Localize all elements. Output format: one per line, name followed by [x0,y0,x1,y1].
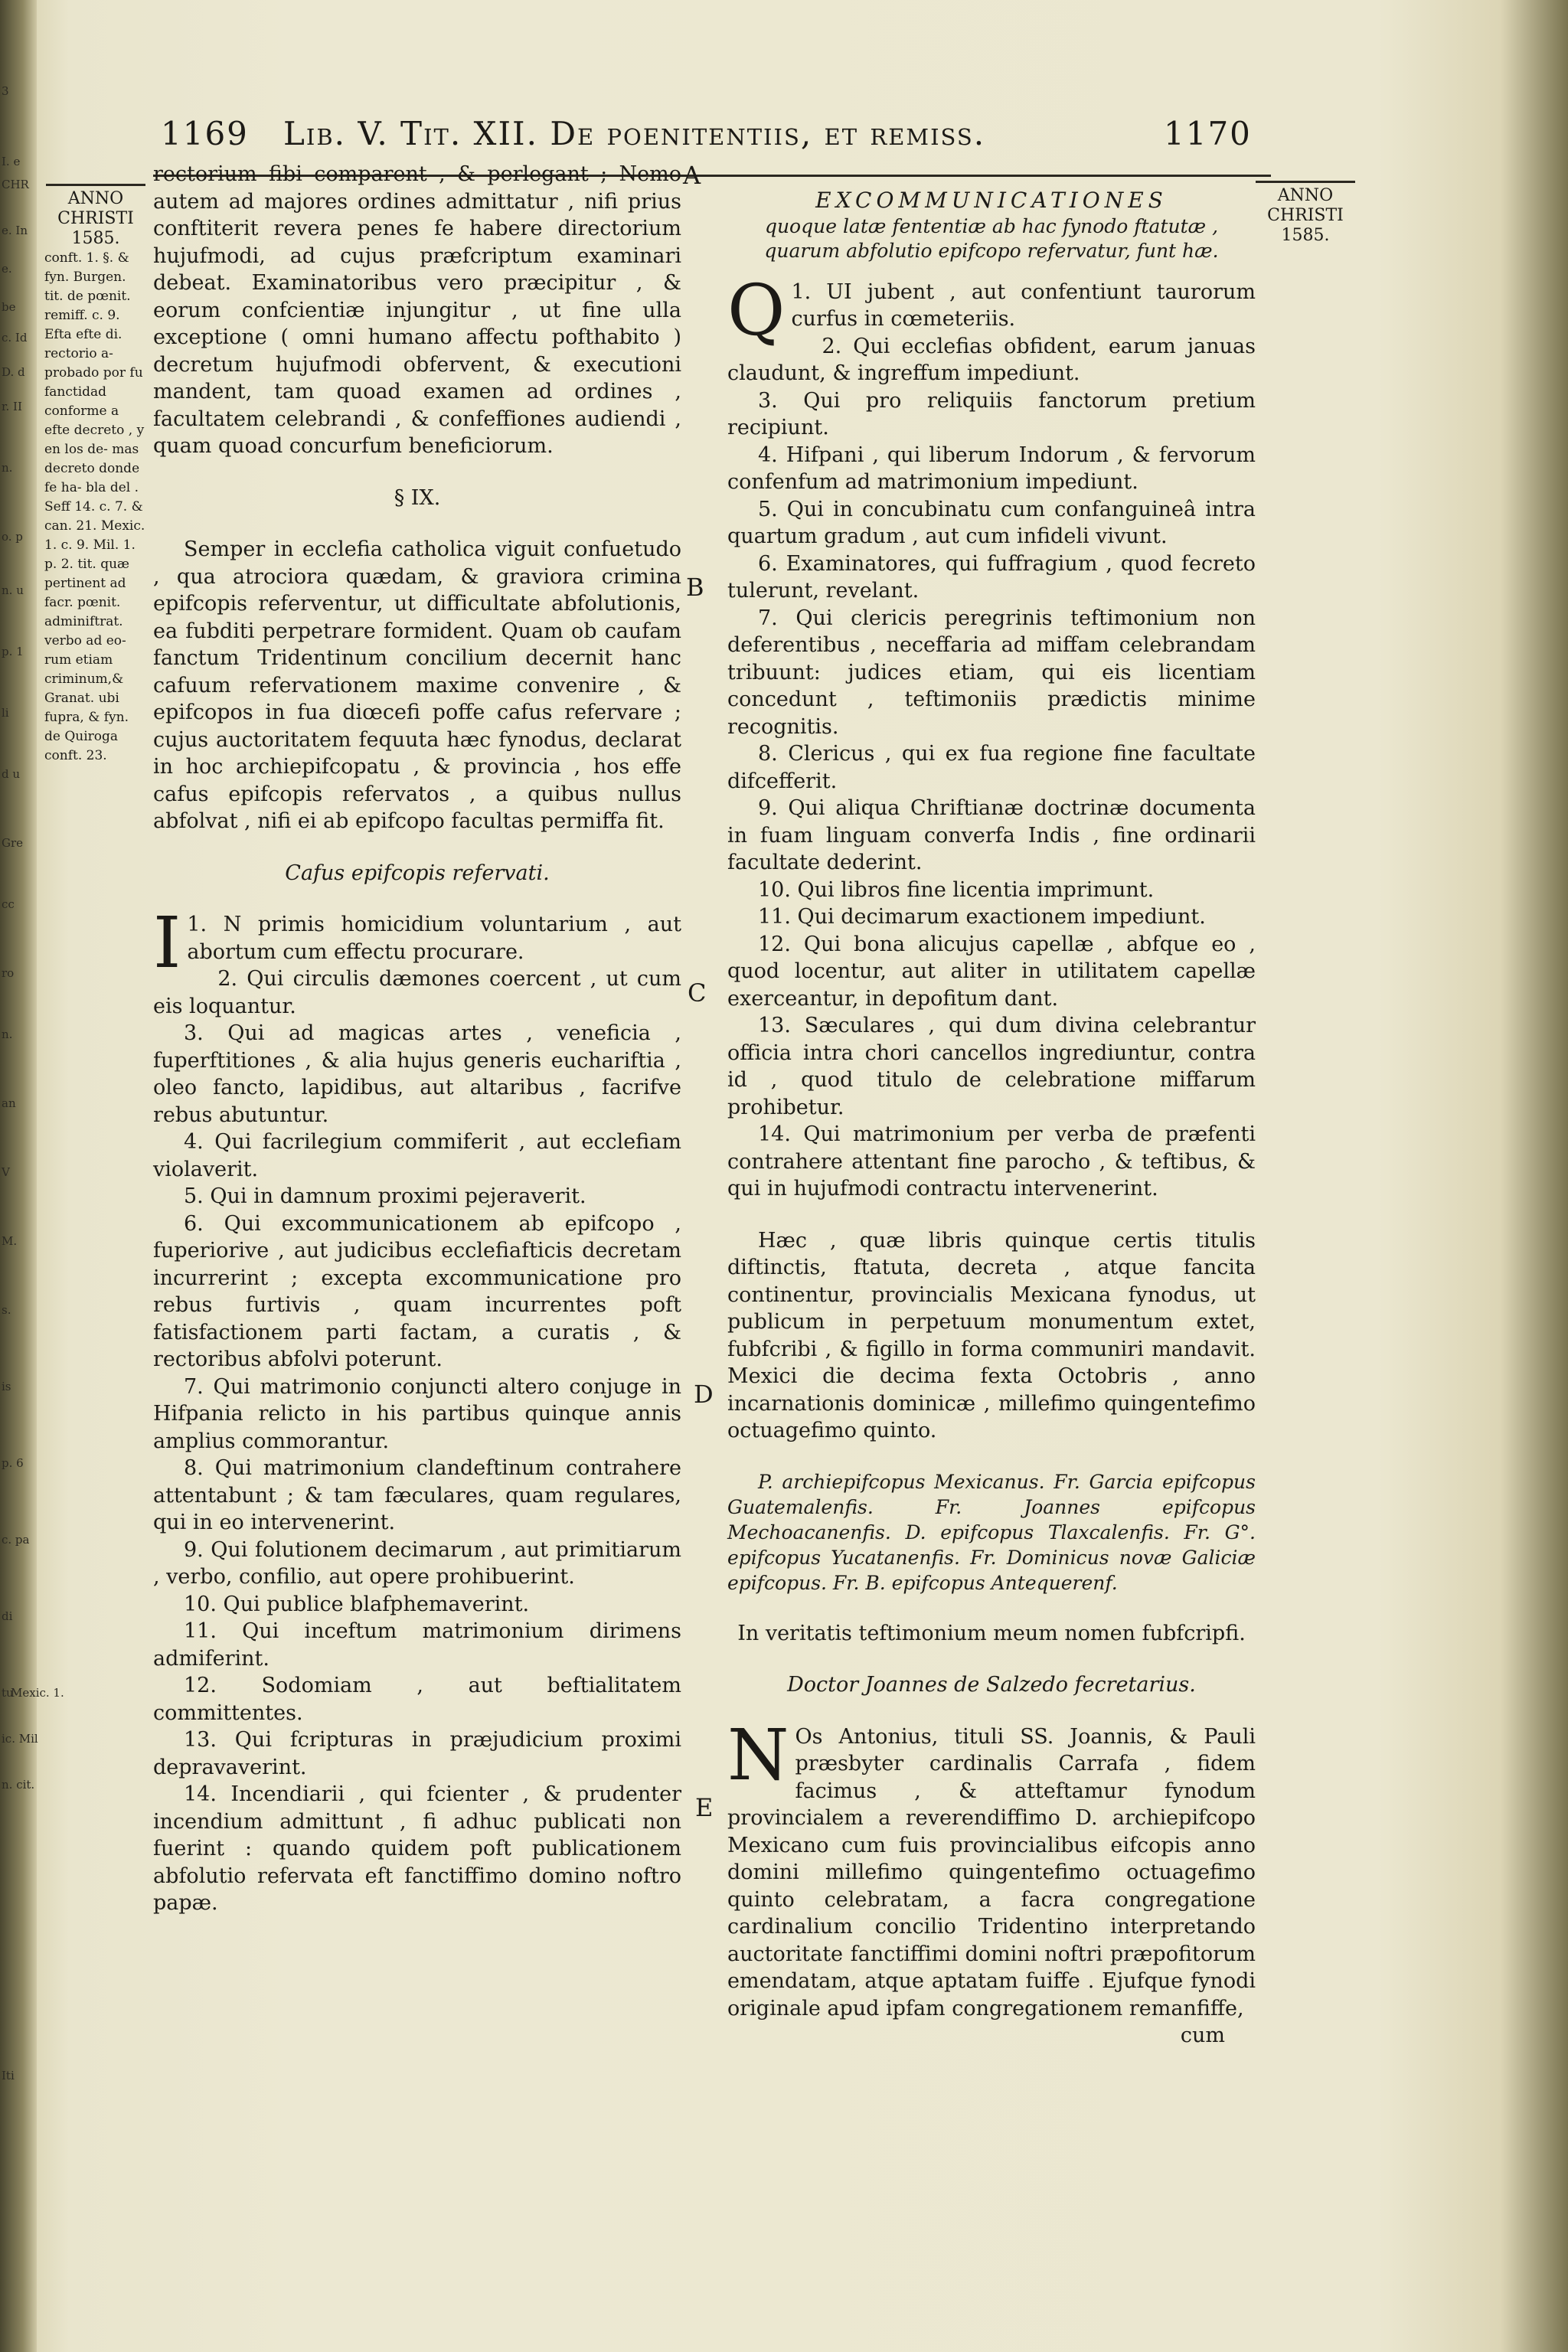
anno-label: ANNO [1256,181,1355,206]
item-number: 1. [791,279,812,304]
list-item: 10. Qui publice blafphemaverint. [184,1592,530,1616]
spine-fragment: ro [2,966,15,980]
excommunications-heading: EXCOMMUNICATIONES [815,188,1168,213]
margin-letter: B [686,573,704,602]
item-text: N primis homicidium voluntarium , aut abortum cum effectu procurare. [187,913,681,964]
list-item: 3. Qui ad magicas artes , veneficia , fuperftitiones , & alia hujus generis euchariftia , oleo fancto, lapidibus, aut altaribus , facrifve rebus abutuntur. [153,1021,681,1127]
spine-fragment: Mexic. 1. [11,1686,64,1700]
list-item: 8. Clericus , qui ex fua regione fine facultate difcefferit. [727,742,1256,793]
left-column [153,161,681,1917]
paragraph: rectorium fibi comparent , & perlegant ; Nemo autem ad majores ordines admittatur , nifi prius conftiterit revera penes fe habere directorium hujufmodi, ad cujus præfcriptum examinari debeat. Examinatoribus vero præcipitur , & eorum confcientiæ injungitur , ut fine ulla exceptione ( omni humano affectu pofthabito ) decretum hujufmodi obfervent, & executioni mandent, tam quoad examen ad ordines , facultatem celebrandi , & confeffiones audiendi , quam quoad concurfum beneficiorum. [153,162,681,458]
list-item: 3. Qui pro reliquiis fanctorum pretium recipiunt. [727,388,1256,439]
list-item: 2. Qui ecclefias obfident, earum januas claudunt, & ingreffum impediunt. [727,334,1256,385]
anno-year: 1585. [1281,226,1330,245]
list-item: 10. Qui libros fine licentia imprimunt. [758,877,1155,902]
spine-fragment: n. cit. [2,1778,35,1792]
drop-cap: Q [727,269,786,351]
christi-label: CHRISTI [57,209,134,228]
spine-fragment: n. u [2,583,24,597]
section-heading: § IX. [394,485,441,510]
spine-fragment: V [2,1165,10,1179]
list-item: 2. Qui circulis dæmones coercent , ut cum eis loquantur. [153,967,681,1018]
spine-fragment: di [2,1609,13,1623]
list-item: 13. Qui fcripturas in præjudicium proximi depravaverint. [153,1728,681,1779]
drop-cap: N [727,1713,789,1796]
page-number-right: 1170 [1164,115,1252,152]
attestation: In veritatis teftimonium meum nomen fubfcripfi. [737,1621,1246,1645]
spine-fragment: tu [2,1686,14,1700]
margin-letter: D [694,1380,714,1409]
list-item: 7. Qui matrimonio conjuncti altero conjuge in Hifpania relicto in his partibus quinque annis amplius commorantur. [153,1374,681,1453]
list-item: 14. Incendiarii , qui fcienter , & prudenter incendium admittunt , fi adhuc publicati non fuerint : quando quidem poft publicationem abfolutio refervata eft fanctiffimo domino noftro papæ. [153,1782,681,1915]
list-item: 4. Hifpani , qui liberum Indorum , & fervorum confenfum ad matrimonium impediunt. [727,443,1256,494]
list-item: 13. Sæculares , qui dum divina celebrantur officia intra chori cancellos ingrediuntur, contra id , quod titulo de celebratione miffarum prohibetur. [727,1014,1256,1119]
list-item: 4. Qui facrilegium commiferit , aut ecclefiam violaverit. [153,1130,681,1181]
spine-fragment: p. 6 [2,1456,24,1470]
list-item: 11. Qui decimarum exactionem impediunt. [758,905,1206,929]
list-item: 12. Qui bona alicujus capellæ , abfque eo , quod locentur, aut aliter in utilitatem capellæ exerceantur, in depofitum dant. [727,932,1256,1011]
list-item: 5. Qui in concubinatu cum confanguineâ intra quartum gradum , aut cum infideli vivunt. [727,497,1256,548]
spine-fragment: cc [2,897,15,911]
list-item: 9. Qui folutionem decimarum , aut primitiarum , verbo, confilio, aut opere prohibuerint. [153,1537,681,1589]
spine-fragment: n. [2,461,13,475]
margin-letter: E [695,1793,714,1822]
spine-fragment: M. [2,1234,18,1248]
spine-fragment: e. [2,262,12,276]
list-item: 6. Qui excommunicationem ab epifcopo , fuperiorive , aut judicibus ecclefiafticis decretam incurrerint ; excepta excommunicatione pro rebus furtivis , quam incurrentes poft fatisfactionem parti factam, a curatis , & rectoribus abfolvi poterunt. [153,1211,681,1371]
anno-year: 1585. [71,229,120,248]
spine-fragment: CHR [2,178,29,191]
spine-fragment: 3 [2,84,9,98]
spine-fragment: Iti [2,2069,15,2082]
spine-fragment: ic. Mil [2,1732,38,1746]
list-item [153,902,681,984]
margin-letter: A [683,161,701,190]
spine-fragment: D. d [2,365,25,379]
spine-fragment: an [2,1096,16,1110]
drop-cap: I [153,902,181,984]
secretary-signature: Doctor Joannes de Salzedo fecretarius. [787,1673,1196,1697]
paragraph: Semper in ecclefia catholica viguit confuetudo , qua atrociora quædam, & graviora crimina epifcopis referventur, ut difficultate abfolutionis, ea fubditi perpetrare formident. Quam ob caufam fanctum Tridentinum concilium decernit hanc cafuum refervationem maxime convenire , & epifcopos in fua diœcefi poffe cafus refervare ; cujus auctoritatem fequuta hæc fynodus, declarat in hoc archiepifcopatu , & provincia , hos effe cafus epifcopis refervatos , a quibus nullus abfolvat , nifi ei ab epifcopo facultas permiffa fit. [153,537,681,833]
spine-fragment: c. Id [2,331,28,345]
spine-fragment: I. e [2,155,21,168]
christi-label: CHRISTI [1267,206,1344,225]
list-item: 5. Qui in damnum proximi pejeraverit. [184,1184,586,1208]
list-item: 11. Qui inceftum matrimonium dirimens admiferint. [153,1619,681,1671]
spine-fragment: n. [2,1027,13,1041]
spine-fragment: be [2,300,16,314]
anno-christi-right [1256,181,1355,246]
adjacent-page-spine [0,0,64,2352]
spine-fragment: s. [2,1303,11,1317]
spine-fragment: Gre [2,836,24,850]
list-item: 9. Qui aliqua Chriftianæ doctrinæ documenta in fuam linguam converfa Indis , fine ordinarii facultate dederint. [727,796,1256,874]
page-number-left: 1169 [161,115,249,152]
spine-fragment: e. In [2,224,28,237]
spine-fragment: li [2,706,9,720]
spine-fragment: is [2,1380,11,1393]
list-item: 6. Examinatores, qui fuffragium , quod fecreto tulerunt, revelant. [727,551,1256,603]
anno-christi-left [46,184,145,249]
list-item [727,269,1256,351]
paragraph [727,1713,1256,2023]
subheading: Cafus epifcopis refervati. [285,861,550,885]
catchword: cum [1180,2024,1225,2047]
spine-fragment: d u [2,767,21,781]
list-item: 7. Qui clericis peregrinis teftimonium non deferentibus , neceffaria ad miffam celebrandam tribuunt: judices etiam, qui eis licentiam concedunt , teftimoniis prædictis minime recognitis. [727,606,1256,739]
spine-fragment: c. pa [2,1533,30,1547]
paragraph: Hæc , quæ libris quinque certis titulis diftinctis, ftatuta, decreta , atque fancita continentur, provincialis Mexicana fynodus, ut publicum in perpetuum monumentum extet, fubfcribi , & figillo in forma communiri mandavit. Mexici die decima fexta Octobris , anno incarnationis dominicæ , millefimo quingentefimo octuagefimo quinto. [727,1228,1256,1442]
signatories: P. archiepifcopus Mexicanus. Fr. Garcia epifcopus Guatemalenfis. Fr. Joannes epifcopus Mechoacanenfis. D. epifcopus Tlaxcalenfis. Fr. G°. epifcopus Yucatanenfis. Fr. Dominicus novæ Galiciæ epifcopus. Fr. B. epifcopus Antequerenf. [727,1470,1256,1594]
item-text: UI jubent , aut confentiunt taurorum curfus in cœmeteriis. [791,279,1256,331]
running-title: Lib. V. Tit. XII. De poenitentiis, et remiss. [283,115,986,152]
excommunications-subheading: quoque latæ fententiæ ab hac fynodo ftatutæ , quarum abfolutio epifcopo refervatur, funt hæ. [764,214,1219,262]
anno-label: ANNO [46,184,145,209]
margin-note: conft. 1. §. & fyn. Burgen. tit. de pœnit. remiff. c. 9. Efta efte di. rectorio a- probado por fu fanctidad conforme a efte decreto , y en los de- mas decreto donde fe ha- bla del . Seff 14. c. 7. & can. 21. Mexic. 1. c. 9. Mil. 1. p. 2. tit. quæ pertinent ad facr. pœnit. adminiftrat. verbo ad eo- rum etiam criminum,& Granat. ubi fupra, & fyn. de Quiroga conft. 23. [44,250,145,763]
item-number: 1. [187,913,207,936]
list-item: 8. Qui matrimonium clandeftinum contrahere attentabunt ; & tam fæculares, quam regulares, qui in eo intervenerint. [153,1456,681,1534]
right-column [727,187,1256,2050]
list-item: 12. Sodomiam , aut beftialitatem committentes. [153,1674,681,1725]
margin-letter: C [688,978,707,1008]
paragraph-text: Os Antonius, tituli SS. Joannis, & Pauli præsbyter cardinalis Carrafa , fidem facimus , & atteftamur fynodum provincialem a reverendiffimo D. archiepifcopo Mexicano cum fuis provincialibus eifcopis anno domini millefimo quingentefimo octuagefimo quinto celebratam, a facra congregatione cardinalium concilio Tridentino interpretando auctoritate fanctiffimi domini noftri præpofitorum emendatam, atque aptatam fuiffe . Ejufque fynodi originale apud ipfam congregationem remanfiffe, [727,1724,1256,2020]
spine-fragment: r. II [2,400,22,413]
spine-fragment: o. p [2,530,23,544]
list-item: 14. Qui matrimonium per verba de præfenti contrahere attentant fine parocho , & teftibus, & qui in hujufmodi contractu intervenerint. [727,1122,1256,1200]
spine-fragment: p. 1 [2,645,24,658]
